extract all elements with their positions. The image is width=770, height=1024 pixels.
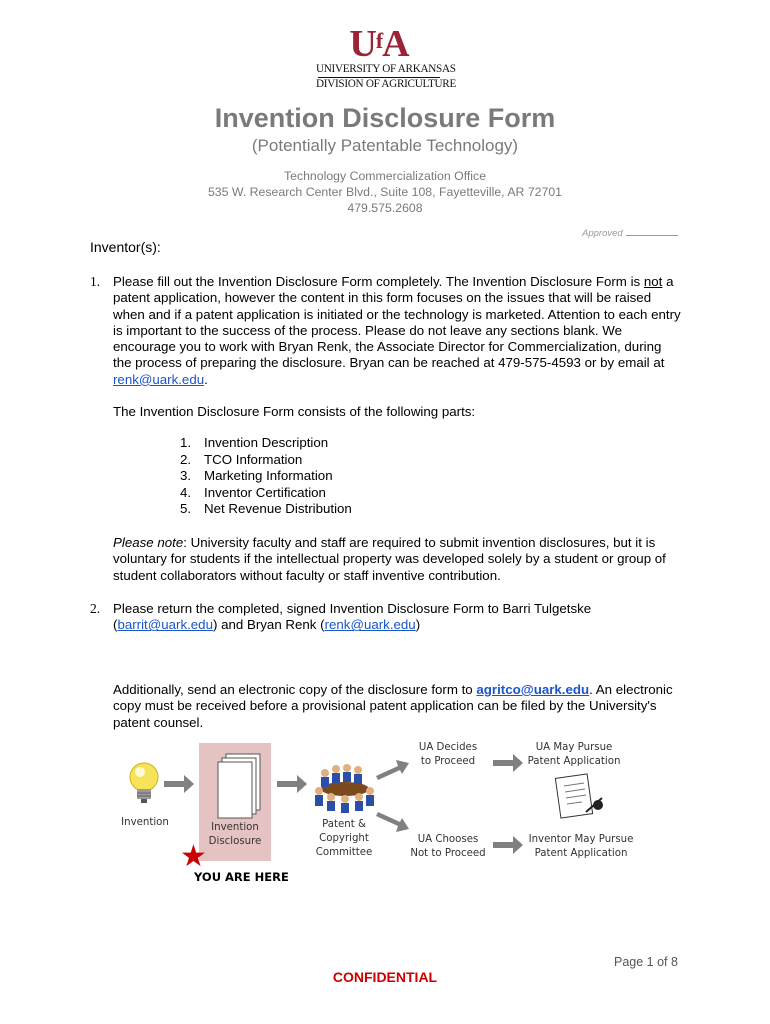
flow-label-ua-pursue [522,741,626,769]
disclosure-line-2: Disclosure [208,836,262,847]
section-2-number: 2. [90,601,101,616]
committee-line-3: Committee [315,847,373,858]
section-2-text-c: ) [415,617,421,633]
arrow-3 [493,754,523,772]
lightbulb-icon [130,763,158,803]
office-phone: 479.575.2608 [347,201,423,215]
flow-label-inventor-pursue [522,833,640,861]
disclosure-line-1: Invention [211,822,259,833]
decides-line-1: UA Decides [418,742,478,753]
part-label: Inventor Certification [204,484,326,500]
renk-email-link-2[interactable]: renk@uark.edu [324,617,416,633]
document-stack-icon [218,754,260,818]
part-number: 4. [180,484,192,500]
flow-label-decides [408,741,488,769]
arrow-up [376,760,409,780]
section-1-text-b: a patent application, however the content in this form focuses on the issues that will be raised when and if a patent application is initiated or the technology is marketed. Attention to each entry is important to the success of the process. Please do not leave any sections blank. We encourage you to work with Bryan Renk, the Associate Director for Commercialization, during the process of preparing the disclosure. Bryan can be reached at 479-575-4593 or by email at [113,274,681,371]
part-number: 2. [180,451,192,467]
part-number: 3. [180,468,192,484]
inventor-pursue-line-1: Inventor May Pursue [528,834,634,845]
chooses-line-1: UA Chooses [417,834,479,845]
inventor-pursue-line-2: Patent Application [534,848,628,859]
committee-line-1: Patent & [322,819,366,830]
section-1-underlined: not [643,274,663,289]
part-label: TCO Information [204,451,303,467]
arrow-down [376,812,409,832]
note-text: : University faculty and staff are required to submit invention disclosures, but it is voluntary for students if the intellectual property was developed solely by a student or group of student collaborators without faculty or staff inventive contribution. [113,535,666,583]
barrit-email-link[interactable]: barrit@uark.edu [117,617,213,633]
ua-pursue-line-1: UA May Pursue [535,742,613,753]
chooses-line-2: Not to Proceed [410,848,486,859]
additional-text-b: . An electronic copy must be received before a provisional patent application can be filed by the University's patent counsel. [113,682,673,730]
part-number: 5. [180,501,192,517]
you-are-here-label: YOU ARE HERE [194,870,289,884]
arrow-2 [277,775,307,793]
office-address: 535 W. Research Center Blvd., Suite 108, Fayetteville, AR 72701 [207,185,563,199]
flow-label-committee [309,818,379,860]
flow-label-chooses [408,833,488,861]
form-subtitle: (Potentially Patentable Technology) [251,136,519,155]
part-label: Net Revenue Distribution [204,501,352,517]
logo-line-university: UNIVERSITY OF ARKANSAS [316,63,456,75]
star-icon: ★ [180,840,207,873]
confidential-label: CONFIDENTIAL [332,969,438,985]
section-1-number: 1. [90,274,101,289]
part-label: Invention Description [204,435,329,450]
agritco-email-link[interactable]: agritco@uark.edu [476,682,590,697]
logo-mark: $U^fA$ [349,23,409,65]
parts-intro: The Invention Disclosure Form consists of the following parts: [113,404,476,419]
ua-pursue-line-2: Patent Application [527,756,621,767]
note-label: Please note [113,535,184,550]
section-2-text-a: Please return the completed, signed Invention Disclosure Form to Barri Tulgetske ( [113,601,592,633]
committee-line-2: Copyright [319,833,369,844]
office-name: Technology Commercialization Office [283,169,487,183]
form-title: Invention Disclosure Form [214,103,556,133]
inventor-label: Inventor(s): [90,239,161,255]
additional-text-a: Additionally, send an electronic copy of the disclosure form to [113,682,477,697]
renk-email-link[interactable]: renk@uark.edu [113,371,205,387]
arrow-4 [493,836,523,854]
signing-document-icon [555,774,603,818]
flow-label-invention: Invention [121,817,169,828]
decides-line-2: to Proceed [420,756,476,767]
flow-label-disclosure [199,821,271,849]
approved-label: Approved [582,228,623,239]
committee-icon [315,764,374,813]
part-number: 1. [180,435,192,450]
page-number: Page 1 of 8 [614,955,678,969]
section-1-text-c: . [204,371,208,387]
arrow-1 [164,775,194,793]
logo-line-division: DIVISION OF AGRICULTURE [316,78,456,90]
section-1-text-a: Please fill out the Invention Disclosure Form completely. The Invention Disclosure Form is [113,274,644,289]
section-2-text-b: ) and Bryan Renk ( [212,617,325,633]
part-label: Marketing Information [204,468,333,484]
